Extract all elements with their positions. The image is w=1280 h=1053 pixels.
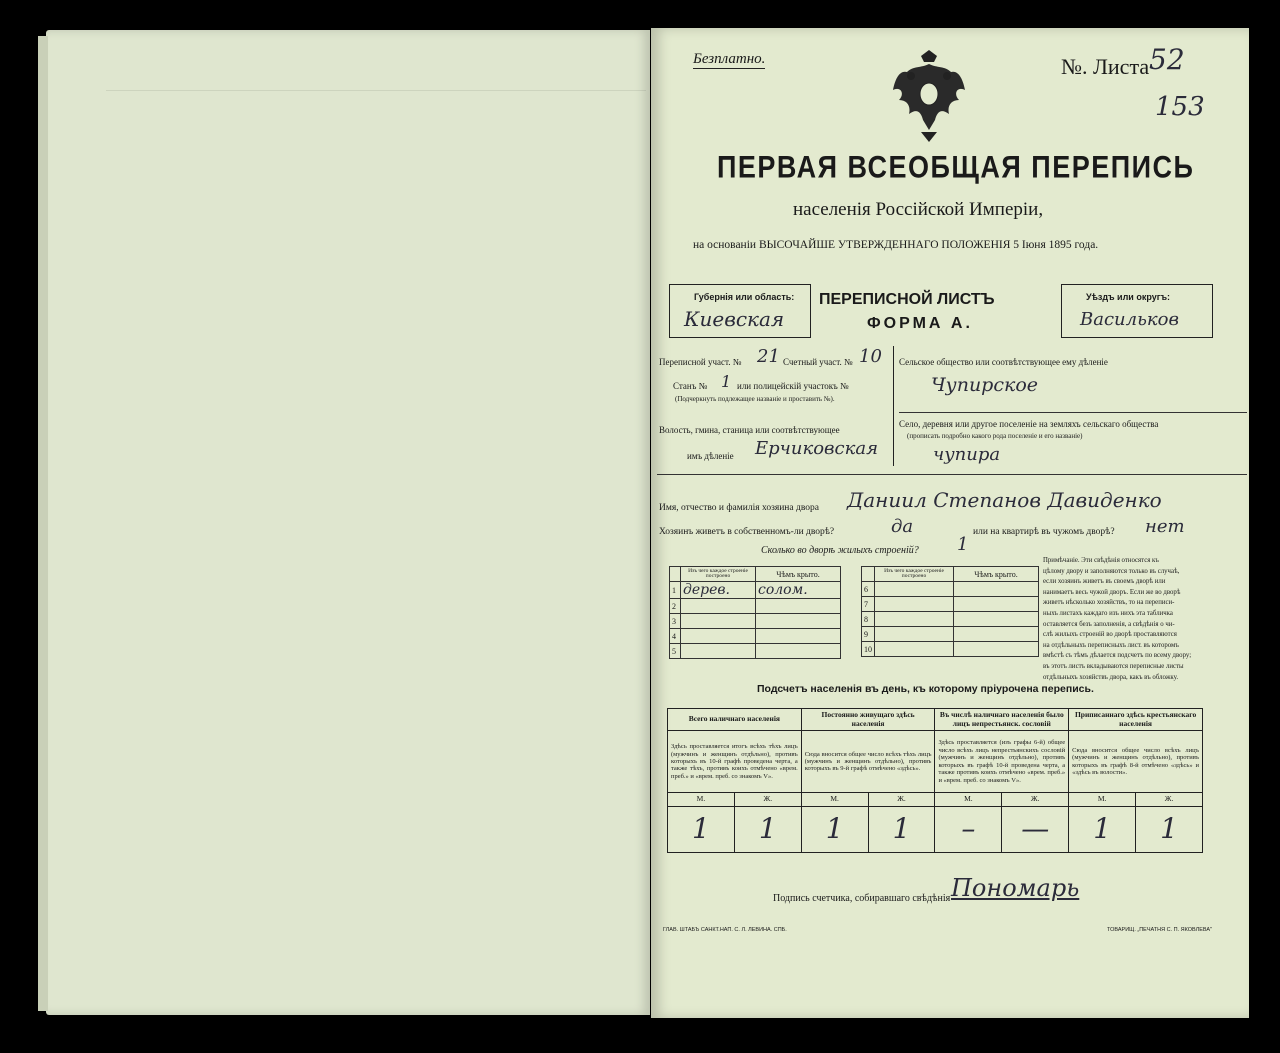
col-material: Изъ чего каждое строеніе построено [681, 567, 756, 582]
count-header: Въ числѣ наличнаго населенія было лицъ непрестьянск. сословій [935, 709, 1069, 731]
page-edge-stack [38, 36, 48, 1011]
buildings-label: Сколько во дворѣ жилыхъ строеній? [761, 545, 919, 556]
count-desc: Сюда вносится общее число всѣхъ тѣхъ лицъ (мужчинъ и женщинъ отдѣльно), противъ которыхъ въ 9-й графѣ отмѣчено «здѣсь». [801, 731, 935, 793]
perepisnoy-value: 21 [757, 346, 780, 367]
table-row: 8 [862, 612, 1039, 627]
volost-label-2: имъ дѣленіе [687, 451, 734, 461]
signature-label: Подпись счетчика, собиравшаго свѣдѣнія [773, 893, 951, 904]
other-yard-value: нет [1145, 516, 1185, 537]
table-row: 3 [670, 614, 841, 629]
col-roof: Чѣмъ крыто. [756, 567, 841, 582]
own-yard-label: Хозяинъ живетъ в собственномъ-ли дворѣ? [659, 527, 835, 537]
table-row: 10 [862, 642, 1039, 657]
selskoe-label: Сельское общество или соотвѣтствующее ему дѣленіе [899, 357, 1108, 367]
owner-label: Имя, отчество и фамилія хозяина двора [659, 503, 819, 513]
census-form-page [651, 28, 1249, 1018]
own-yard-value: да [891, 516, 914, 537]
stan-note: (Подчеркнуть подлежащее названіе и проставить №). [675, 395, 835, 403]
volost-label: Волость, гмина, станица или соотвѣтствующее [659, 425, 840, 435]
bleed-through-text [106, 90, 646, 211]
guberniya-box [669, 284, 811, 338]
form-basis-line: на основаніи ВЫСОЧАЙШЕ УТВЕРЖДЕННАГО ПОЛОЖЕНІЯ 5 Іюня 1895 года. [693, 239, 1099, 251]
selo-note: (прописать подробно какого рода поселеніе и его названіе) [907, 432, 1083, 440]
left-page [46, 30, 650, 1015]
table-row: 1 дерев. солом. [670, 582, 841, 599]
owner-value: Даниил Степанов Давиденко [847, 488, 1162, 512]
uezd-value: Васильков [1080, 309, 1179, 330]
stan-suffix: или полицейскій участокъ № [737, 381, 849, 391]
schetny-value: 10 [859, 346, 882, 367]
guberniya-label: Губернія или область: [694, 292, 795, 302]
sheet-number-label: №. Листа [1061, 54, 1150, 79]
count-value: – [935, 806, 1002, 852]
schetny-label: Счетный участ. № [783, 357, 853, 367]
printer-footer-right: ТОВАРИЩ. „ПЕЧАТНЯ С. П. ЯКОВЛЕВА" [1107, 927, 1212, 933]
table-row: 6 [862, 582, 1039, 597]
buildings-value: 1 [957, 534, 969, 555]
other-yard-label: или на квартирѣ въ чужомъ дворѣ? [973, 527, 1115, 537]
selskoe-value: Чупирское [931, 374, 1039, 396]
buildings-table [669, 566, 1039, 659]
count-value: 1 [668, 806, 735, 852]
table-row: 7 [862, 597, 1039, 612]
count-desc: Сюда вносится общее число всѣхъ лицъ (мужчинъ и женщинъ отдѣльно), противъ которыхъ въ графѣ 8-й отмѣчено «здѣсь» и «здѣсь въ волости». [1069, 731, 1203, 793]
count-desc: Здѣсь проставляется (изъ графы 6-й) общее число всѣхъ лицъ непрестьянскихъ сословій (мужчинъ и женщинъ отдѣльно), противъ которыхъ въ графѣ 10-й проведена черта, а также противъ коихъ отмѣчено «врем. преб.» и «врем. преб. со знакомъ V». [935, 731, 1069, 793]
count-value: 1 [734, 806, 801, 852]
perepisnoy-label: Переписной участ. № [659, 357, 742, 367]
table-row: 9 [862, 627, 1039, 642]
count-title: Подсчетъ населенія въ день, къ которому пріурочена перепись. [757, 683, 1094, 695]
count-header: Всего наличнаго населенія [668, 709, 802, 731]
count-desc: Здѣсь проставляется итогъ всѣхъ тѣхъ лицъ (мужчинъ и женщинъ отдѣльно), противъ которыхъ въ 10-й графѣ проведена черта, а также тѣхъ, противъ коихъ отмѣчено «врем. преб.» и «врем. преб. со знакомъ V». [668, 731, 802, 793]
printer-footer-left: ГЛАВ. ШТАБЪ САНКТ.НАП. С. Л. ЛЕВИНА. СПБ. [663, 927, 787, 933]
selo-value: чупира [933, 444, 1001, 465]
col-material-2: Изъ чего каждое строеніе построено [875, 567, 954, 582]
double-headed-eagle-emblem [891, 50, 967, 142]
sheet-number-value: 52 [1149, 43, 1185, 76]
form-a-title: ФОРМА А. [867, 315, 973, 332]
count-value: 1 [1136, 806, 1203, 852]
count-value: 1 [801, 806, 868, 852]
count-header: Приписаннаго здѣсь крестьянскаго населенія [1069, 709, 1203, 731]
count-header: Постоянно живущаго здѣсь населенія [801, 709, 935, 731]
guberniya-value: Киевская [684, 307, 785, 331]
note-block: Примѣчаніе. Эти свѣдѣнія относятся къ цѣлому двору и заполняются только въ случаѣ, если хозяинъ живетъ въ своемъ дворѣ или нанимаетъ весь чужой дворъ. Если же во дворѣ живетъ нѣсколько хозяйствъ, то на переписи- ныхъ листахъ каждаго изъ нихъ эта табличка оставляется безъ заполненія, а свѣдѣнія о чи- слѣ жилыхъ строеній во дворѣ проставляются на отдѣльныхъ переписныхъ лист. въ которомъ вмѣстѣ съ тѣмъ дѣлается подсчетъ по всему двору; въ этотъ листъ вкладываются переписные листы отдѣльныхъ хозяйствъ двора, какъ въ обложку. [1043, 557, 1192, 681]
form-subtitle: населенія Россійской Имперіи, [793, 199, 1044, 220]
divider [657, 474, 1247, 475]
volost-value: Ерчиковская [755, 438, 878, 459]
form-main-title: ПЕРВАЯ ВСЕОБЩАЯ ПЕРЕПИСЬ [717, 149, 1195, 185]
table-row: 5 [670, 644, 841, 659]
count-value: 1 [1069, 806, 1136, 852]
form-sheet-title: ПЕРЕПИСНОЙ ЛИСТЪ [819, 291, 995, 308]
uezd-box [1061, 284, 1213, 338]
table-row: 4 [670, 629, 841, 644]
selo-label: Село, деревня или другое поселеніе на земляхъ сельскаго общества [899, 419, 1159, 429]
enumerator-signature: Пономарь [951, 874, 1080, 902]
table-row: 2 [670, 599, 841, 614]
col-roof-2: Чѣмъ крыто. [954, 567, 1039, 582]
count-value: — [1002, 806, 1069, 852]
free-label: Безплатно. [693, 51, 766, 67]
divider [899, 412, 1247, 413]
stan-value: 1 [721, 372, 732, 391]
population-count-table: Всего наличнаго населенія Постоянно живущаго здѣсь населенія Въ числѣ наличнаго населенія было лицъ непрестьянск. сословій Приписаннаго здѣсь крестьянскаго населенія Здѣсь проставляется итогъ всѣхъ тѣхъ лицъ (мужчинъ и женщинъ отдѣльно), противъ которыхъ въ 10-й графѣ проведена черта, а также тѣхъ, противъ коихъ отмѣчено «врем. преб.» и «врем. преб. со знакомъ V». Сюда вносится общее число всѣхъ тѣхъ лицъ (мужчинъ и женщинъ отдѣльно), противъ которыхъ въ 9-й графѣ отмѣчено «здѣсь». Здѣсь проставляется (изъ графы 6-й) общее число всѣхъ лицъ непрестьянскихъ сословій (мужчинъ и женщинъ отдѣльно), противъ которыхъ въ графѣ 10-й проведена черта, а также противъ коихъ отмѣчено «врем. преб.» и «врем. преб. со знакомъ V». Сюда вносится общее число всѣхъ лицъ (мужчинъ и женщинъ отдѣльно), противъ которыхъ въ графѣ 8-й отмѣчено «здѣсь» и «здѣсь въ волости». М. Ж. М. Ж. М. Ж. М. Ж. 1 1 1 1 – — 1 1 [667, 708, 1203, 853]
archive-number: 153 [1155, 92, 1205, 122]
count-value: 1 [868, 806, 935, 852]
stan-label: Станъ № [673, 381, 708, 391]
uezd-label: Уѣздъ или округъ: [1086, 292, 1171, 302]
